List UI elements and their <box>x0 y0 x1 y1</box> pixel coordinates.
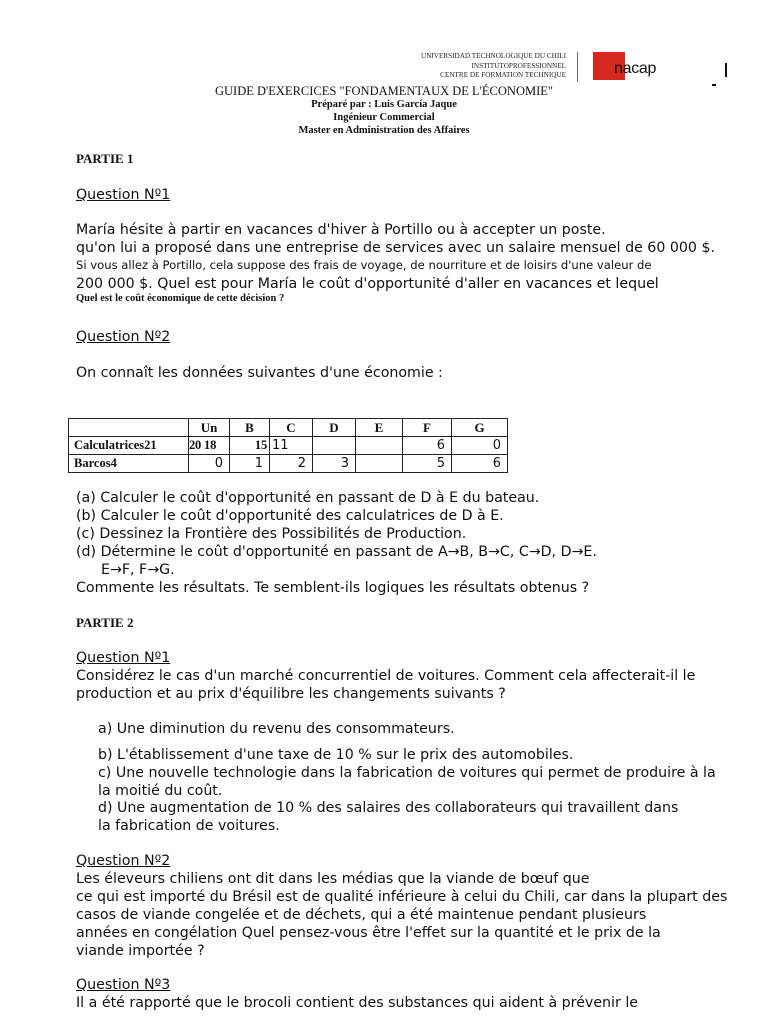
exercise-item: E→F, F→G. <box>101 562 175 578</box>
document-title: GUIDE D'EXERCICES "FONDAMENTAUX DE L'ÉCONOMIE" <box>215 84 553 98</box>
table-cell: 0 <box>189 455 230 473</box>
paragraph-line: Les éleveurs chiliens ont dit dans les médias que la viande de bœuf que <box>76 871 590 887</box>
header-divider <box>577 52 578 82</box>
scan-mark <box>725 63 727 77</box>
paragraph-line: qu'on lui a proposé dans une entreprise de services avec un salaire mensuel de 60 000 $. <box>76 240 715 256</box>
paragraph-line: production et au prix d'équilibre les changements suivants ? <box>76 686 506 702</box>
table-cell <box>356 455 403 473</box>
table-header-cell: G <box>452 419 508 437</box>
table-header-cell: Un <box>189 419 230 437</box>
exercise-item: (b) Calculer le coût d'opportunité des calculatrices de D à E. <box>76 508 504 524</box>
exercise-item: d) Une augmentation de 10 % des salaires des collaborateurs qui travaillent dans <box>98 800 679 816</box>
table-cell: 6 <box>452 455 508 473</box>
table-header-cell: F <box>403 419 452 437</box>
table-cell <box>356 437 403 455</box>
author-line: Préparé par : Luis García Jaque <box>311 99 457 110</box>
institution-block <box>420 52 566 81</box>
table-header-cell: B <box>230 419 270 437</box>
question-label: Question Nº2 <box>76 853 171 869</box>
exercise-item: (a) Calculer le coût d'opportunité en passant de D à E du bateau. <box>76 490 540 506</box>
table-cell <box>313 437 356 455</box>
data-table <box>68 418 508 473</box>
table-row <box>69 437 508 455</box>
table-row-label: Barcos4 <box>69 455 189 473</box>
paragraph-line: 200 000 $. Quel est pour María le coût d'opportunité d'aller en vacances et lequel <box>76 276 659 292</box>
question-label: Question Nº2 <box>76 329 171 345</box>
table-cell: 3 <box>313 455 356 473</box>
table-row <box>69 455 508 473</box>
paragraph-line: années en congélation Quel pensez-vous être l'effet sur la quantité et le prix de la <box>76 925 661 941</box>
exercise-item: la moitié du coût. <box>98 783 223 799</box>
author-degree: Master en Administration des Affaires <box>298 125 470 136</box>
logo-text: nacap <box>614 60 657 77</box>
table-cell: 1 <box>230 455 270 473</box>
table-header-cell: C <box>270 419 313 437</box>
table-cell: 0 <box>452 437 508 455</box>
table-cell: 20 18 <box>189 437 230 455</box>
part-heading: PARTIE 1 <box>76 151 134 166</box>
part-heading: PARTIE 2 <box>76 615 134 630</box>
exercise-item: (c) Dessinez la Frontière des Possibilités de Production. <box>76 526 467 542</box>
paragraph-line: ce qui est importé du Brésil est de qualité inférieure à celui du Chili, car dans la plupart des <box>76 889 728 905</box>
paragraph-line: viande importée ? <box>76 943 205 959</box>
table-cell: 5 <box>403 455 452 473</box>
table-cell: 6 <box>403 437 452 455</box>
exercise-item: c) Une nouvelle technologie dans la fabrication de voitures qui permet de produire à la <box>98 765 716 781</box>
table-row-label: Calculatrices21 <box>69 437 189 455</box>
institution-line: CENTRE DE FORMATION TECHNIQUE <box>440 71 566 79</box>
paragraph-line: Il a été rapporté que le brocoli contient des substances qui aident à prévenir le <box>76 995 638 1011</box>
table-cell: 15 <box>230 437 270 455</box>
question-label: Question Nº1 <box>76 187 171 203</box>
inacap-logo <box>593 52 673 82</box>
institution-line: INSTITUTOPROFESSIONNEL <box>471 61 566 70</box>
table-cell: 11 <box>270 437 313 455</box>
paragraph-line: Quel est le coût économique de cette décision ? <box>76 293 285 304</box>
question-label: Question Nº3 <box>76 977 171 993</box>
paragraph-line: On connaît les données suivantes d'une économie : <box>76 365 443 381</box>
paragraph-line: María hésite à partir en vacances d'hiver à Portillo ou à accepter un poste. <box>76 222 606 238</box>
exercise-item: b) L'établissement d'une taxe de 10 % sur le prix des automobiles. <box>98 747 574 763</box>
table-header-cell <box>69 419 189 437</box>
exercise-item: a) Une diminution du revenu des consommateurs. <box>98 721 455 737</box>
paragraph-line: casos de viande congelée et de déchets, qui a été maintenue pendant plusieurs <box>76 907 647 923</box>
table-header-row <box>69 419 508 437</box>
table-header-cell: E <box>356 419 403 437</box>
table-header-cell: D <box>313 419 356 437</box>
question-label: Question Nº1 <box>76 650 171 666</box>
author-role: Ingénieur Commercial <box>333 112 435 123</box>
institution-line: UNIVERSIDAD TECHNOLOGIQUE DU CHILI <box>421 52 566 60</box>
exercise-item: (d) Détermine le coût d'opportunité en passant de A→B, B→C, C→D, D→E. <box>76 544 597 560</box>
paragraph-line: Considérez le cas d'un marché concurrentiel de voitures. Comment cela affecterait-il le <box>76 668 696 684</box>
table-cell: 2 <box>270 455 313 473</box>
paragraph-line: Si vous allez à Portillo, cela suppose des frais de voyage, de nourriture et de loisirs d'une valeur de <box>76 258 652 272</box>
exercise-item: Commente les résultats. Te semblent-ils logiques les résultats obtenus ? <box>76 580 590 596</box>
exercise-item: la fabrication de voitures. <box>98 818 280 834</box>
